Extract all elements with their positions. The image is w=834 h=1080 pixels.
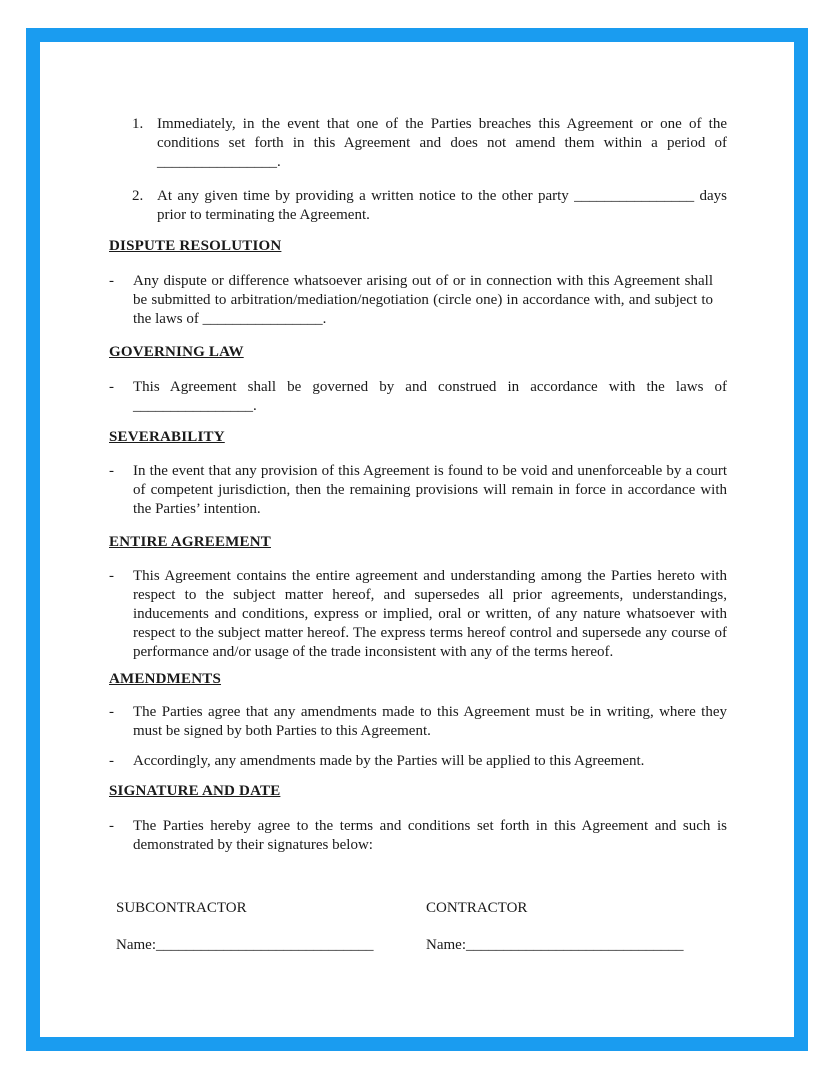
contractor-name-line: Name:_____________________________ (426, 937, 684, 953)
bullet-dash: - (109, 568, 114, 584)
subcontractor-label: SUBCONTRACTOR (116, 900, 247, 916)
signature-and-date-text: The Parties hereby agree to the terms and conditions set forth in this Agreement and such is demonstrated by their signatures below: (133, 818, 727, 853)
dispute-resolution-heading: DISPUTE RESOLUTION (109, 238, 282, 254)
bullet-dash: - (109, 379, 114, 395)
dispute-resolution-text: Any dispute or difference whatsoever arising out of or in connection with this Agreement shall be submitted to arbitration/mediation/negotiation (circle one) in accordance with, and subject to the laws of ________________. (133, 273, 713, 327)
entire-agreement-heading: ENTIRE AGREEMENT (109, 534, 271, 550)
governing-law-heading: GOVERNING LAW (109, 344, 244, 360)
list-item-number: 2. (132, 188, 144, 204)
termination-item-2: At any given time by providing a written notice to the other party ________________ days prior to terminating the Agreement. (157, 188, 727, 223)
contractor-label: CONTRACTOR (426, 900, 528, 916)
bullet-dash: - (109, 818, 114, 834)
termination-item-1: Immediately, in the event that one of the Parties breaches this Agreement or one of the conditions set forth in this Agreement and does not amend them within a period of ________________. (157, 116, 727, 170)
amendments-text-1: The Parties agree that any amendments made to this Agreement must be in writing, where they must be signed by both Parties to this Agreement. (133, 704, 727, 739)
subcontractor-name-line: Name:_____________________________ (116, 937, 374, 953)
signature-and-date-heading: SIGNATURE AND DATE (109, 783, 281, 799)
amendments-heading: AMENDMENTS (109, 671, 222, 687)
amendments-text-2: Accordingly, any amendments made by the Parties will be applied to this Agreement. (133, 753, 645, 769)
bullet-dash: - (109, 463, 114, 479)
bullet-dash: - (109, 753, 114, 769)
severability-heading: SEVERABILITY (109, 429, 225, 445)
entire-agreement-text: This Agreement contains the entire agreement and understanding among the Parties hereto with respect to the subject matter hereof, and supersedes all prior agreements, understandings, inducements and conditions, express or implied, oral or written, of any nature whatsoever with respect to the subject matter hereof. The express terms hereof control and supersede any course of performance and/or usage of the trade inconsistent with any of the terms hereof. (133, 568, 727, 660)
list-item-number: 1. (132, 116, 144, 132)
governing-law-text: This Agreement shall be governed by and construed in accordance with the laws of ________________. (133, 379, 727, 414)
bullet-dash: - (109, 273, 114, 289)
severability-text: In the event that any provision of this Agreement is found to be void and unenforceable by a court of competent jurisdiction, then the remaining provisions will remain in force in accordance with the Parties’ intention. (133, 463, 727, 517)
bullet-dash: - (109, 704, 114, 720)
